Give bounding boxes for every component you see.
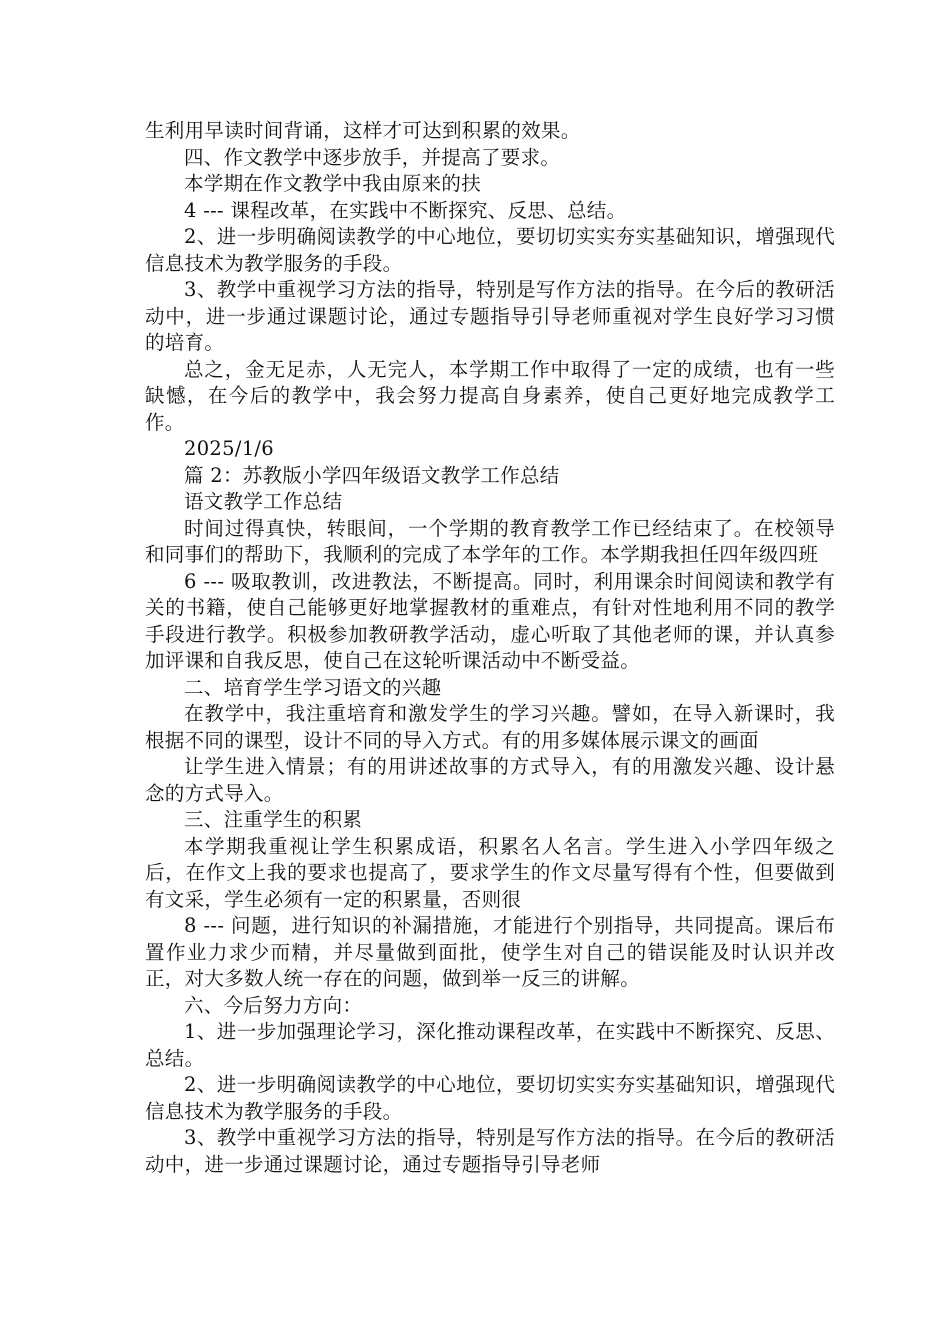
document-body <box>145 118 835 1178</box>
paragraph-4: 2、进一步明确阅读教学的中心地位，要切切实实夯实基础知识，增强现代信息技术为教学服务的手段。 <box>145 225 835 275</box>
heading-3: 三、注重学生的积累 <box>184 808 363 831</box>
paragraph-10: 时间过得真快，转眼间，一个学期的教育教学工作已经结束了。在校领导和同事们的帮助下，我顺利的完成了本学年的工作。本学期我担任四年级四班 <box>145 516 835 566</box>
heading-6: 六、今后努力方向： <box>184 993 363 1017</box>
subsection-title: 语文教学工作总结 <box>184 490 343 513</box>
paragraph-0: 生利用早读时间背诵，这样才可达到积累的效果。 <box>145 119 581 142</box>
paragraph-1: 四、作文教学中逐步放手，并提高了要求。 <box>184 145 561 169</box>
paragraph-11: 6 --- 吸取教训，改进教法，不断提高。同时，利用课余时间阅读和教学有关的书籍，使自己能够更好地掌握教材的重难点，有针对性地利用不同的教学手段进行教学。积极参加教研教学活动，虚心听取了其他老师的课，并认真参加评课和自我反思，使自己在这轮听课活动中不断受益。 <box>145 569 835 672</box>
paragraph-3: 4 --- 课程改革，在实践中不断探究、反思、总结。 <box>184 198 627 222</box>
paragraph-5: 3、教学中重视学习方法的指导，特别是写作方法的指导。在今后的教研活动中，进一步通过课题讨论，通过专题指导引导老师重视对学生良好学习习惯的培育。 <box>145 278 835 354</box>
paragraph-date: 2025/1/6 <box>184 437 274 460</box>
paragraph-16: 本学期我重视让学生积累成语，积累名人名言。学生进入小学四年级之后，在作文上我的要求也提高了，要求学生的作文尽量写得有个性，但要做到有文采，学生必须有一定的积累量，否则很 <box>145 834 835 911</box>
paragraph-17: 8 --- 问题，进行知识的补漏措施，才能进行个别指导，共同提高。课后布置作业力求少而精，并尽量做到面批，使学生对自己的错误能及时认识并改正，对大多数人统一存在的问题，做到举一反三的讲解。 <box>145 914 835 990</box>
paragraph-19: 1、进一步加强理论学习，深化推动课程改革，在实践中不断探究、反思、总结。 <box>145 1020 835 1070</box>
paragraph-6: 总之，金无足赤，人无完人，本学期工作中取得了一定的成绩，也有一些缺憾，在今后的教学中，我会努力提高自身素养，使自己更好地完成教学工作。 <box>145 357 835 434</box>
section-title: 篇 2：苏教版小学四年级语文教学工作总结 <box>184 463 560 487</box>
paragraph-14: 让学生进入情景；有的用讲述故事的方式导入，有的用激发兴趣、设计悬念的方式导入。 <box>145 755 835 805</box>
paragraph-2: 本学期在作文教学中我由原来的扶 <box>184 172 482 195</box>
paragraph-13: 在教学中，我注重培育和激发学生的学习兴趣。譬如，在导入新课时，我根据不同的课型，设计不同的导入方式。有的用多媒体展示课文的画面 <box>145 702 835 752</box>
heading-2: 二、培育学生学习语文的兴趣 <box>184 675 442 699</box>
paragraph-20: 2、进一步明确阅读教学的中心地位，要切切实实夯实基础知识，增强现代信息技术为教学服务的手段。 <box>145 1073 835 1123</box>
paragraph-21: 3、教学中重视学习方法的指导，特别是写作方法的指导。在今后的教研活动中，进一步通过课题讨论，通过专题指导引导老师 <box>145 1126 835 1176</box>
